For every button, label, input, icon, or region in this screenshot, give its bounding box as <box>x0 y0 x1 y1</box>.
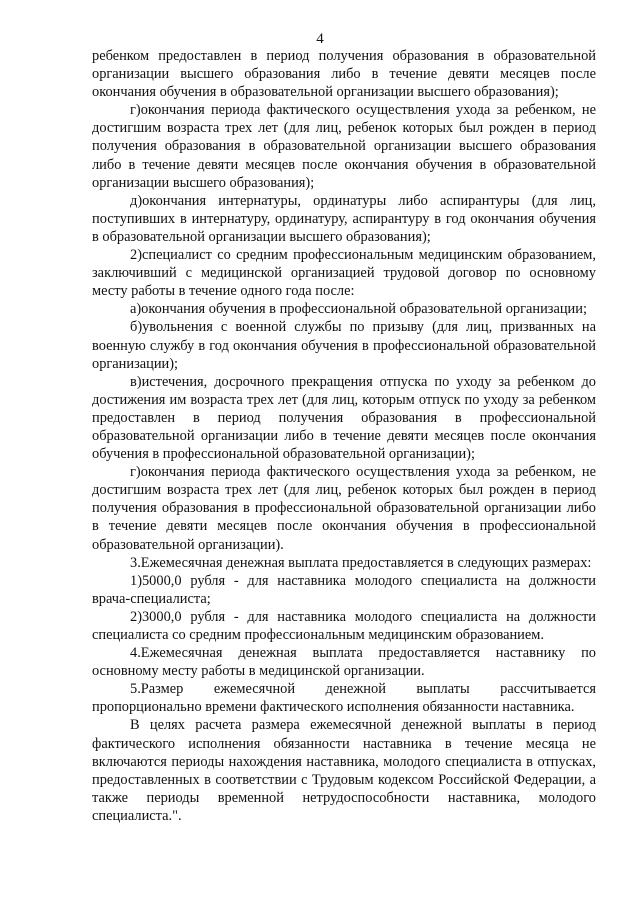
paragraph: 4.Ежемесячная денежная выплата предоставляется наставнику по основному месту работы в медицинской организации. <box>92 645 596 680</box>
paragraph: д)окончания интернатуры, ординатуры либо аспирантуры (для лиц, поступивших в интернатуру, ординатуру, аспирантуру в год окончания обучения в образовательной организации высшего образования); <box>92 192 596 245</box>
paragraph: В целях расчета размера ежемесячной денежной выплаты в период фактического исполнения обязанности наставника в течение месяца не включаются периоды нахождения наставника, молодого специалиста в отпусках, предоставленных в соответствии с Трудовым кодексом Российской Федерации, а также периоды временной нетрудоспособности наставника, молодого специалиста.". <box>92 717 596 824</box>
paragraph: 2)специалист со средним профессиональным медицинским образованием, заключивший с медицинской организацией трудовой договор по основному месту работы в течение одного года после: <box>92 247 596 300</box>
paragraph: г)окончания периода фактического осуществления ухода за ребенком, не достигшим возраста трех лет (для лиц, ребенок которых был рожден в период получения образования в образовательной организации высшего образования либо в течение девяти месяцев после окончания обучения в образовательной организации высшего образования); <box>92 102 596 191</box>
paragraph: ребенком предоставлен в период получения образования в образовательной организации высшего образования либо в течение девяти месяцев после окончания обучения в образовательной организации высшего образования); <box>92 48 596 101</box>
page-number: 4 <box>316 31 324 47</box>
document-body <box>92 47 596 825</box>
paragraph: 1)5000,0 рубля - для наставника молодого специалиста на должности врача-специалиста; <box>92 572 596 607</box>
paragraph: 5.Размер ежемесячной денежной выплаты рассчитывается пропорционально времени фактического исполнения обязанности наставника. <box>92 681 596 716</box>
paragraph: в)истечения, досрочного прекращения отпуска по уходу за ребенком до достижения им возраста трех лет (для лиц, которым отпуск по уходу за ребенком предоставлен в период получения образования в профессиональной образовательной организации либо в течение девяти месяцев после окончания обучения в профессиональной образовательной организации); <box>92 373 596 463</box>
paragraph: 3.Ежемесячная денежная выплата предоставляется в следующих размерах: <box>130 554 592 571</box>
paragraph: 2)3000,0 рубля - для наставника молодого специалиста на должности специалиста со средним профессиональным медицинским образованием. <box>92 608 596 643</box>
paragraph: г)окончания периода фактического осуществления ухода за ребенком, не достигшим возраста трех лет (для лиц, ребенок которых был рожден в период получения образования в профессиональной образовательной организации либо в течение девяти месяцев после окончания обучения в профессиональной образовательной организации). <box>92 464 596 553</box>
paragraph: а)окончания обучения в профессиональной образовательной организации; <box>130 301 587 318</box>
paragraph: б)увольнения с военной службы по призыву (для лиц, призванных на военную службу в год окончания обучения в профессиональной образовательной организации); <box>92 319 596 372</box>
